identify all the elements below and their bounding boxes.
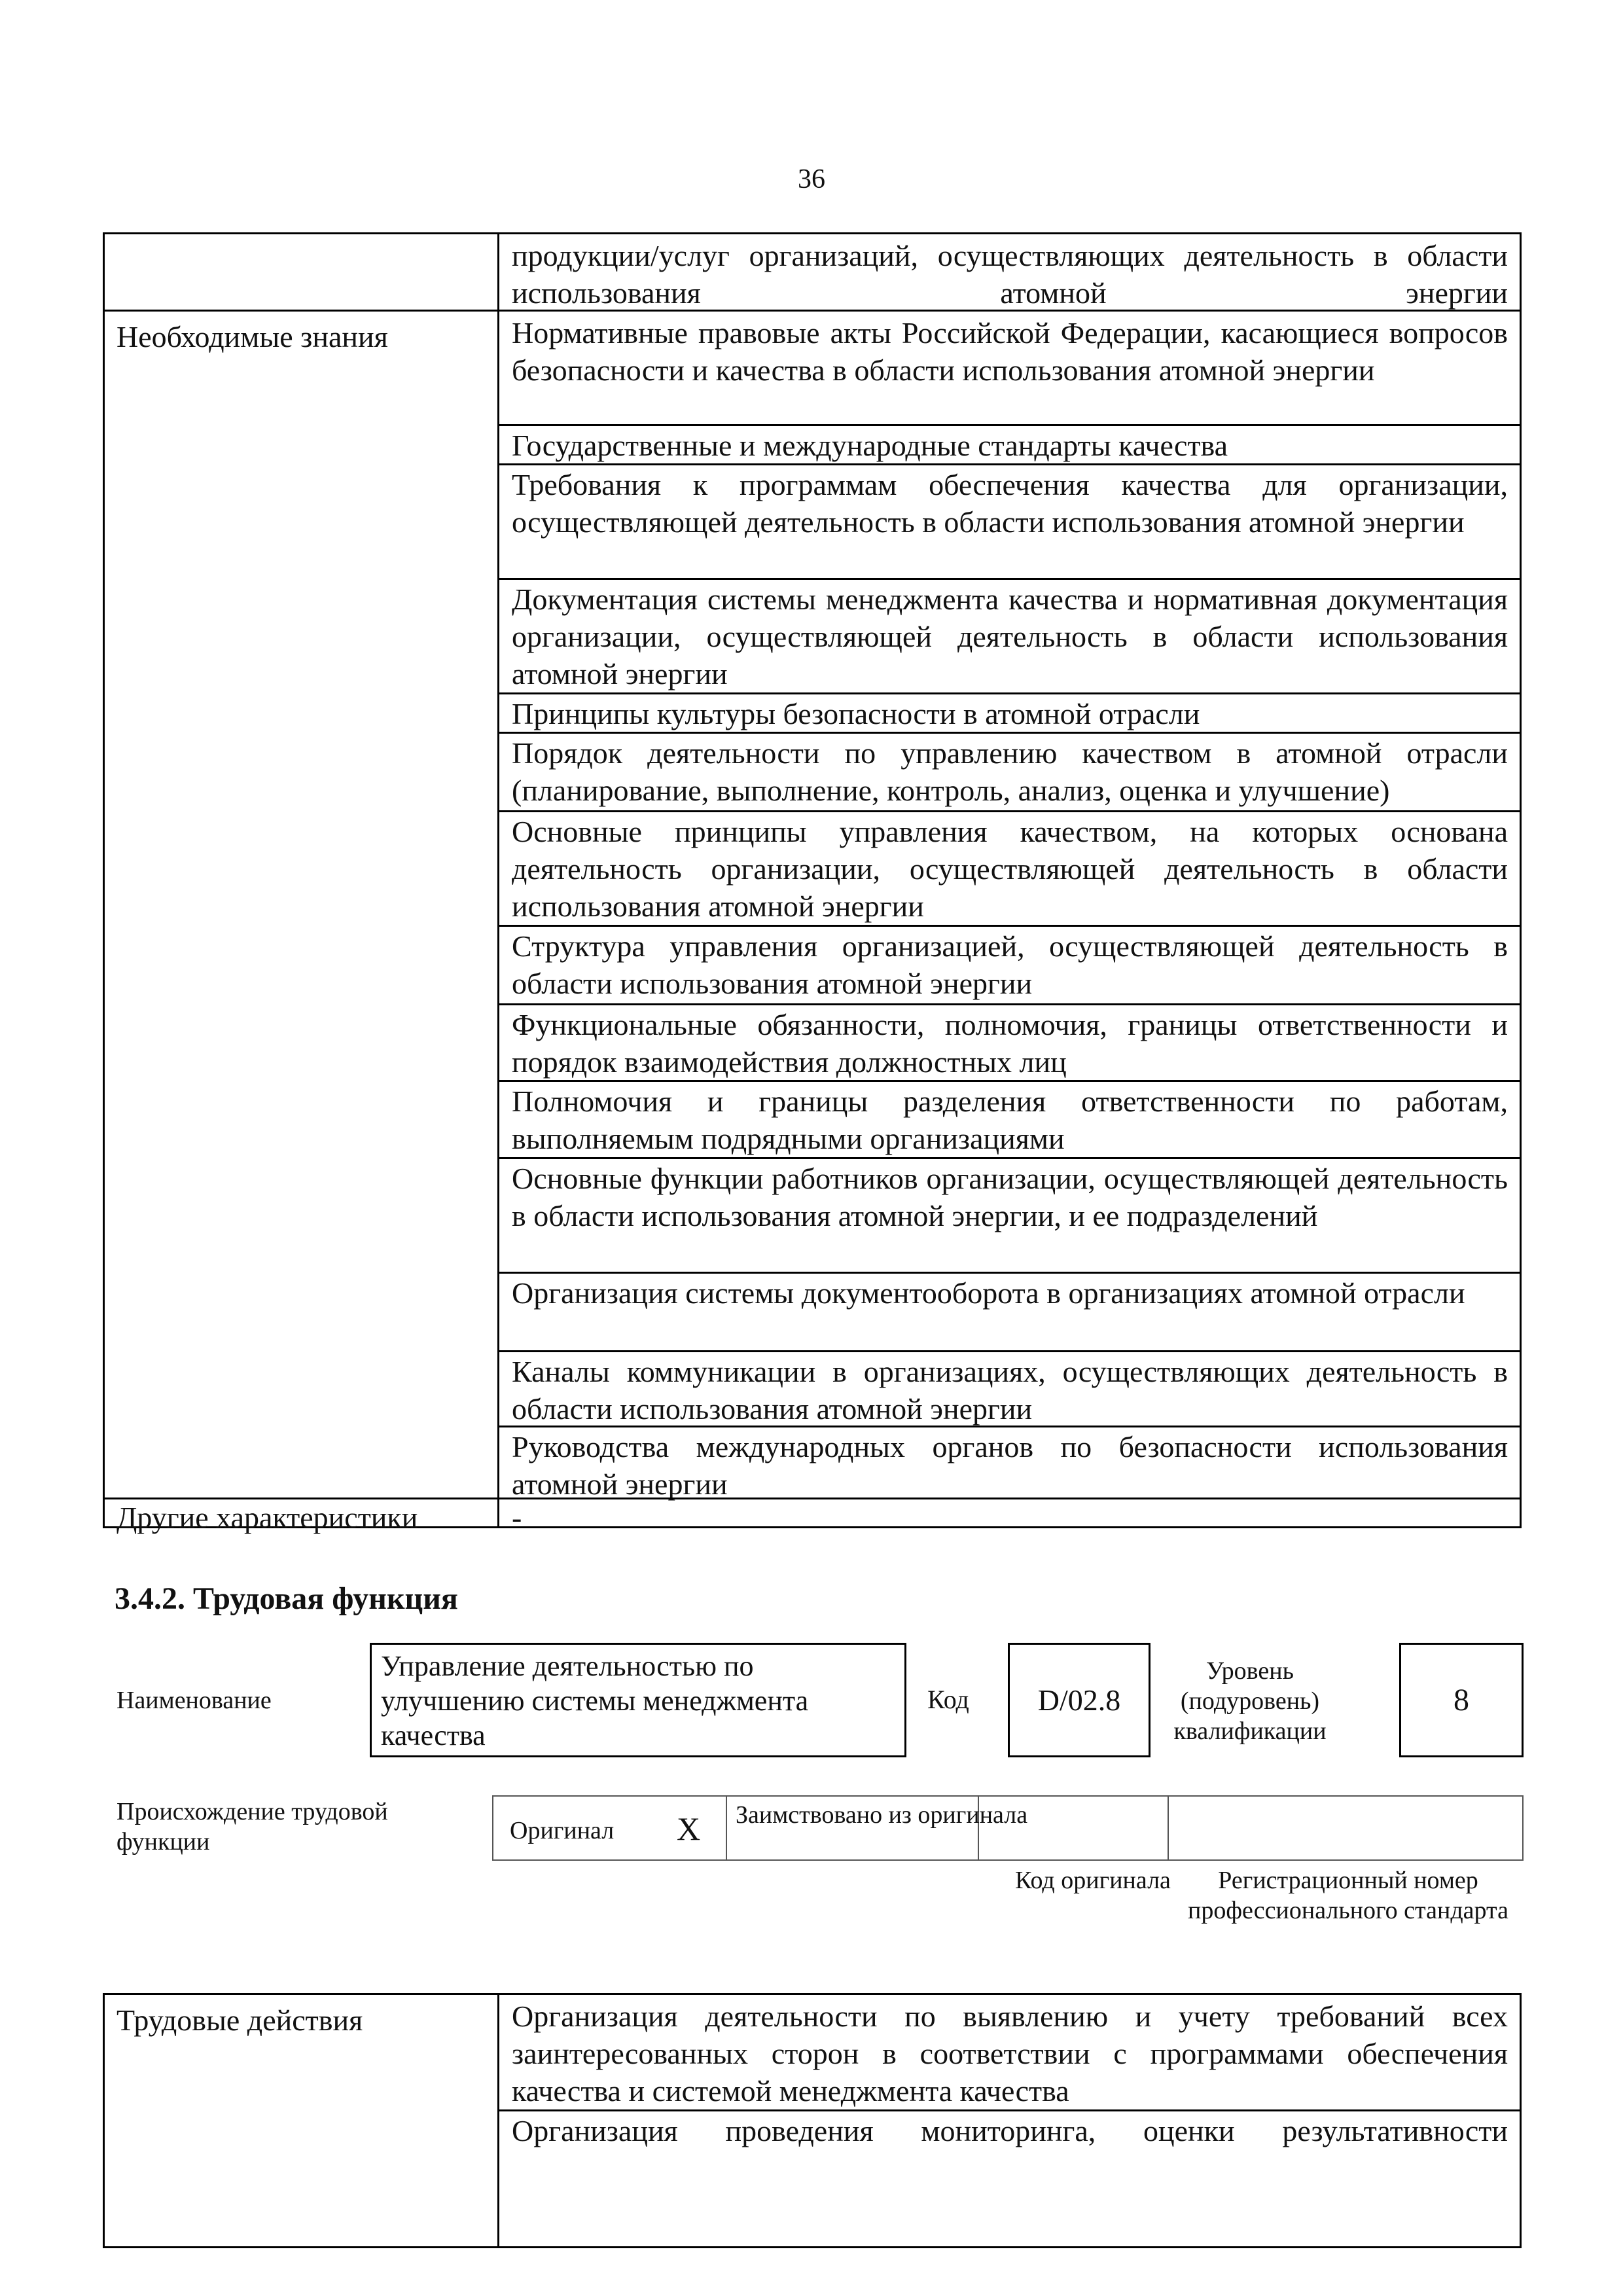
section-title: 3.4.2. Трудовая функция xyxy=(115,1581,458,1616)
table-cell: продукции/услуг организаций, осуществляющих деятельность в области использования атомной энергии xyxy=(512,239,1508,310)
borrowed-label: Заимствовано из оригинала xyxy=(736,1801,1028,1829)
knowledge-item: Организация системы документооборота в организациях атомной отрасли xyxy=(512,1276,1465,1310)
page-number: 36 xyxy=(798,164,825,194)
level-value: 8 xyxy=(1399,1643,1524,1757)
origin-row xyxy=(492,1795,1524,1861)
origin-label: Происхождение трудовой функции xyxy=(116,1798,388,1856)
knowledge-item: Основные принципы управления качеством, на которых основана деятельность организации, осуществляющей деятельность в области использования атомной энергии xyxy=(512,815,1508,923)
table-row-label-actions: Трудовые действия xyxy=(116,2003,363,2037)
level-label: Уровень (подуровень) квалификации xyxy=(1173,1657,1327,1745)
code-original-caption: Код оригинала xyxy=(1015,1867,1171,1894)
original-mark: X xyxy=(677,1810,701,1847)
knowledge-item: Каналы коммуникации в организациях, осуществляющих деятельность в области использования атомной энергии xyxy=(512,1355,1508,1426)
action-item: Организация проведения мониторинга, оценки результативности xyxy=(512,2114,1508,2147)
table-row-label-knowledge: Необходимые знания xyxy=(116,320,388,353)
knowledge-item: Порядок деятельности по управлению качеством в атомной отрасли (планирование, выполнение, контроль, анализ, оценка и улучшение) xyxy=(512,736,1508,807)
knowledge-item: Документация системы менеджмента качества и нормативная документация организации, осуществляющей деятельность в области использования атомной энергии xyxy=(512,583,1508,691)
code-value: D/02.8 xyxy=(1008,1643,1150,1757)
knowledge-item: Руководства международных органов по безопасности использования атомной энергии xyxy=(512,1430,1508,1501)
labor-actions-table xyxy=(103,1993,1522,2248)
knowledge-item: Структура управления организацией, осуществляющей деятельность в области использования атомной энергии xyxy=(512,929,1508,1000)
code-label: Код xyxy=(927,1685,969,1714)
original-label: Оригинал xyxy=(510,1817,615,1844)
name-label: Наименование xyxy=(116,1687,272,1714)
table-row-label xyxy=(105,234,497,247)
knowledge-item: Основные функции работников организации, осуществляющей деятельность в области использования атомной энергии, и ее подразделений xyxy=(512,1162,1508,1232)
knowledge-item: Нормативные правовые акты Российской Федерации, касающиеся вопросов безопасности и качества в области использования атомной энергии xyxy=(512,316,1508,387)
knowledge-item: Требования к программам обеспечения качества для организации, осуществляющей деятельность в области использования атомной энергии xyxy=(512,468,1508,539)
knowledge-table xyxy=(103,232,1522,1534)
function-name-value: Управление деятельностью по улучшению системы менеджмента качества xyxy=(370,1643,906,1757)
action-item: Организация деятельности по выявлению и учету требований всех заинтересованных сторон в соответствии с программами обеспечения качества и системой менеджмента качества xyxy=(512,2000,1508,2108)
table-cell: - xyxy=(512,1501,522,1534)
knowledge-item: Функциональные обязанности, полномочия, границы ответственности и порядок взаимодействия должностных лиц xyxy=(512,1008,1508,1079)
registration-number-caption: Регистрационный номер профессионального стандарта xyxy=(1188,1867,1508,1924)
knowledge-item: Полномочия и границы разделения ответственности по работам, выполняемым подрядными организациями xyxy=(512,1085,1508,1155)
knowledge-item: Принципы культуры безопасности в атомной отрасли xyxy=(512,697,1200,730)
knowledge-item: Государственные и международные стандарты качества xyxy=(512,429,1228,462)
table-row-label-other: Другие характеристики xyxy=(116,1501,418,1534)
